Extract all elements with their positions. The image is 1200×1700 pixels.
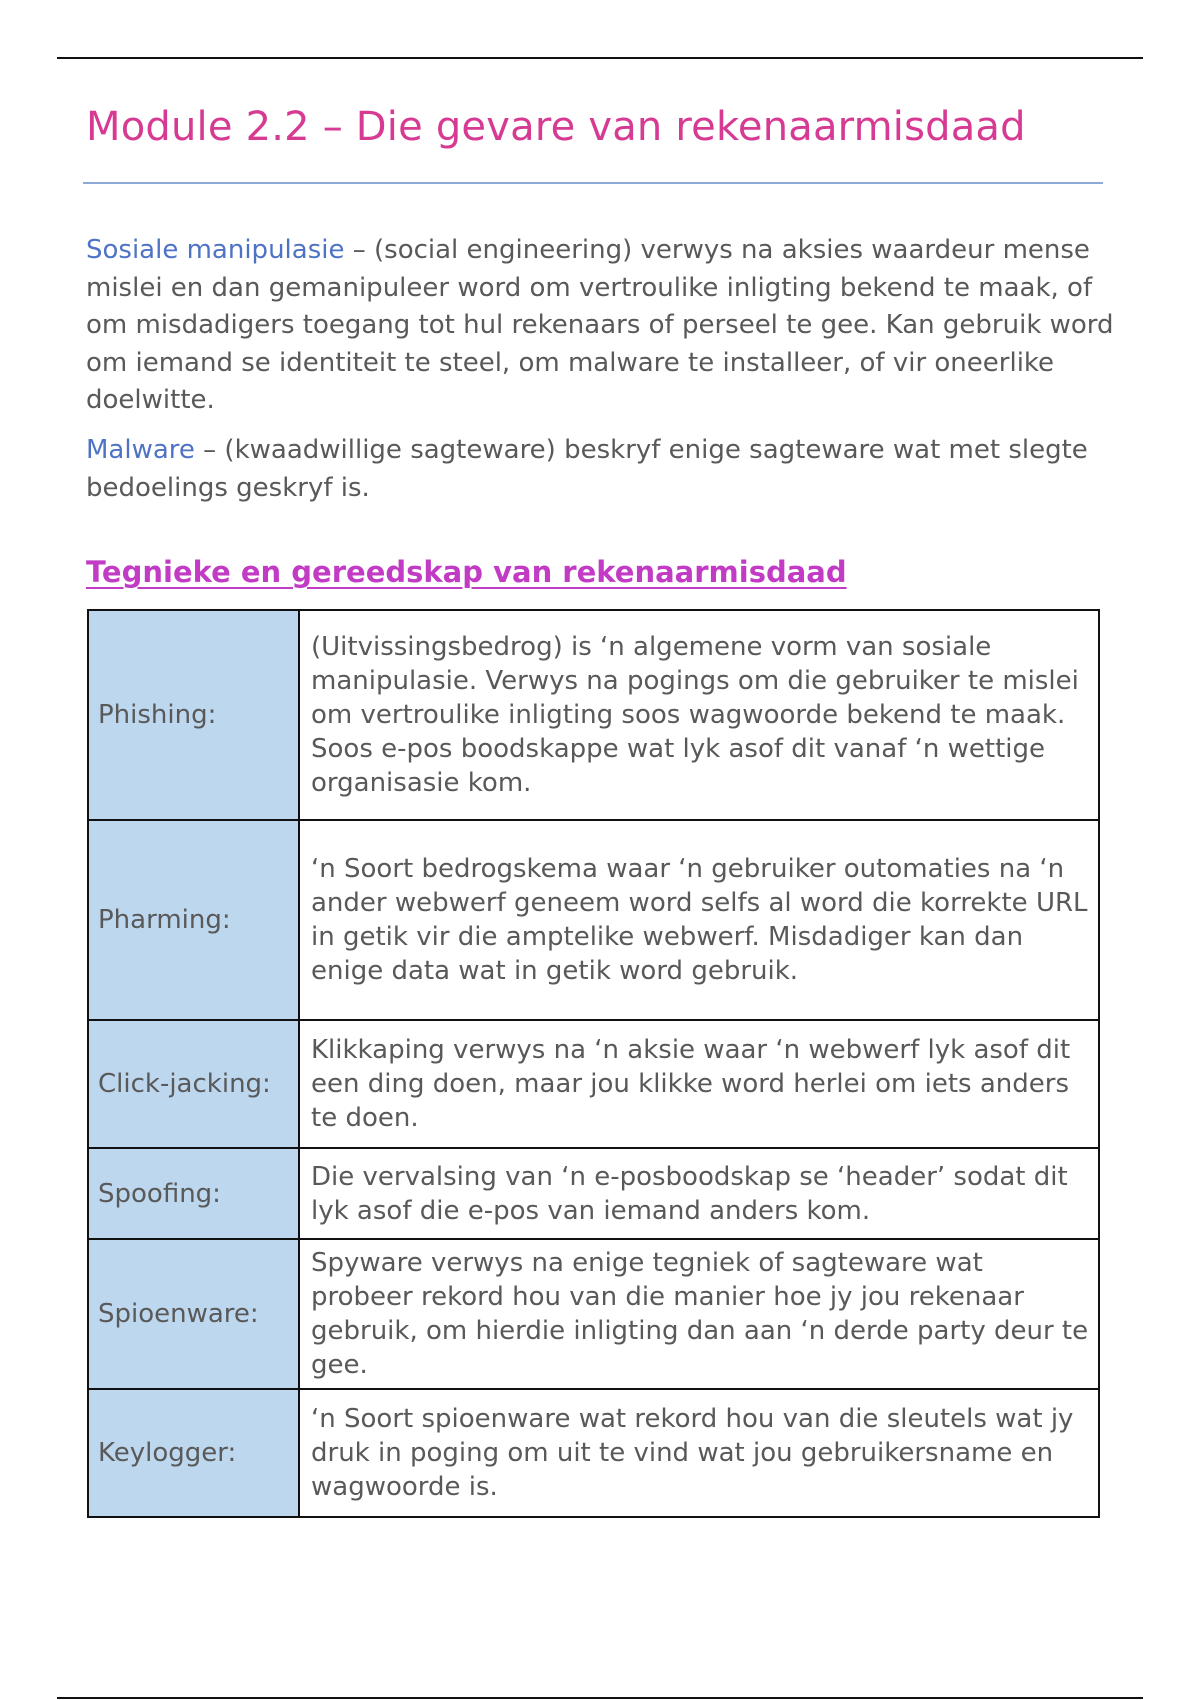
title-underline (83, 182, 1103, 184)
definition-cell: Die vervalsing van ‘n e-posboodskap se ‘header’ sodat dit lyk asof die e-pos van iemand anders kom. (299, 1148, 1099, 1239)
table-row (88, 1020, 1099, 1148)
table-row (88, 610, 1099, 820)
definition-cell: Spyware verwys na enige tegniek of sagteware wat probeer rekord hou van die manier hoe jy jou rekenaar gebruik, om hierdie inligting dan aan ‘n derde party deur te gee. (299, 1239, 1099, 1389)
term-malware: Malware (86, 435, 195, 465)
top-rule (57, 57, 1143, 59)
definition-cell: ‘n Soort spioenware wat rekord hou van die sleutels wat jy druk in poging om uit te vind wat jou gebruikersname en wagwoorde is. (299, 1389, 1099, 1517)
table-row (88, 820, 1099, 1020)
term-cell: Keylogger: (88, 1389, 299, 1517)
definition-cell: Klikkaping verwys na ‘n aksie waar ‘n webwerf lyk asof dit een ding doen, maar jou klikke word herlei om iets anders te doen. (299, 1020, 1099, 1148)
paragraph-malware (86, 432, 1116, 507)
term-cell: Phishing: (88, 610, 299, 820)
section-heading: Tegnieke en gereedskap van rekenaarmisdaad (86, 555, 847, 589)
term-cell: Spioenware: (88, 1239, 299, 1389)
definition-cell: ‘n Soort bedrogskema waar ‘n gebruiker outomaties na ‘n ander webwerf geneem word selfs al word die korrekte URL in getik vir die amptelike webwerf. Misdadiger kan dan enige data wat in getik word gebruik. (299, 820, 1099, 1020)
term-cell: Pharming: (88, 820, 299, 1020)
term-social-engineering: Sosiale manipulasie (86, 235, 345, 265)
table-row (88, 1389, 1099, 1517)
cybercrime-terms-table (87, 609, 1100, 1518)
table-row (88, 1148, 1099, 1239)
paragraph-social-engineering (86, 232, 1116, 420)
term-cell: Spoofing: (88, 1148, 299, 1239)
paragraph-text: – (social engineering) verwys na aksies waardeur mense mislei en dan gemanipuleer word om vertroulike inligting bekend te maak, of om misdadigers toegang tot hul rekenaars of perseel te gee. Kan gebruik word om iemand se identiteit te steel, om malware te installeer, of vir oneerlike doelwitte. (86, 235, 1114, 415)
table-row (88, 1239, 1099, 1389)
paragraph-text: – (kwaadwillige sagteware) beskryf enige sagteware wat met slegte bedoelings geskryf is. (86, 435, 1088, 503)
definition-cell: (Uitvissingsbedrog) is ‘n algemene vorm van sosiale manipulasie. Verwys na pogings om die gebruiker te mislei om vertroulike inligting soos wagwoorde bekend te maak. Soos e-pos boodskappe wat lyk asof dit vanaf ‘n wettige organisasie kom. (299, 610, 1099, 820)
term-cell: Click-jacking: (88, 1020, 299, 1148)
bottom-rule (57, 1697, 1143, 1699)
page-title: Module 2.2 – Die gevare van rekenaarmisdaad (86, 104, 1026, 150)
